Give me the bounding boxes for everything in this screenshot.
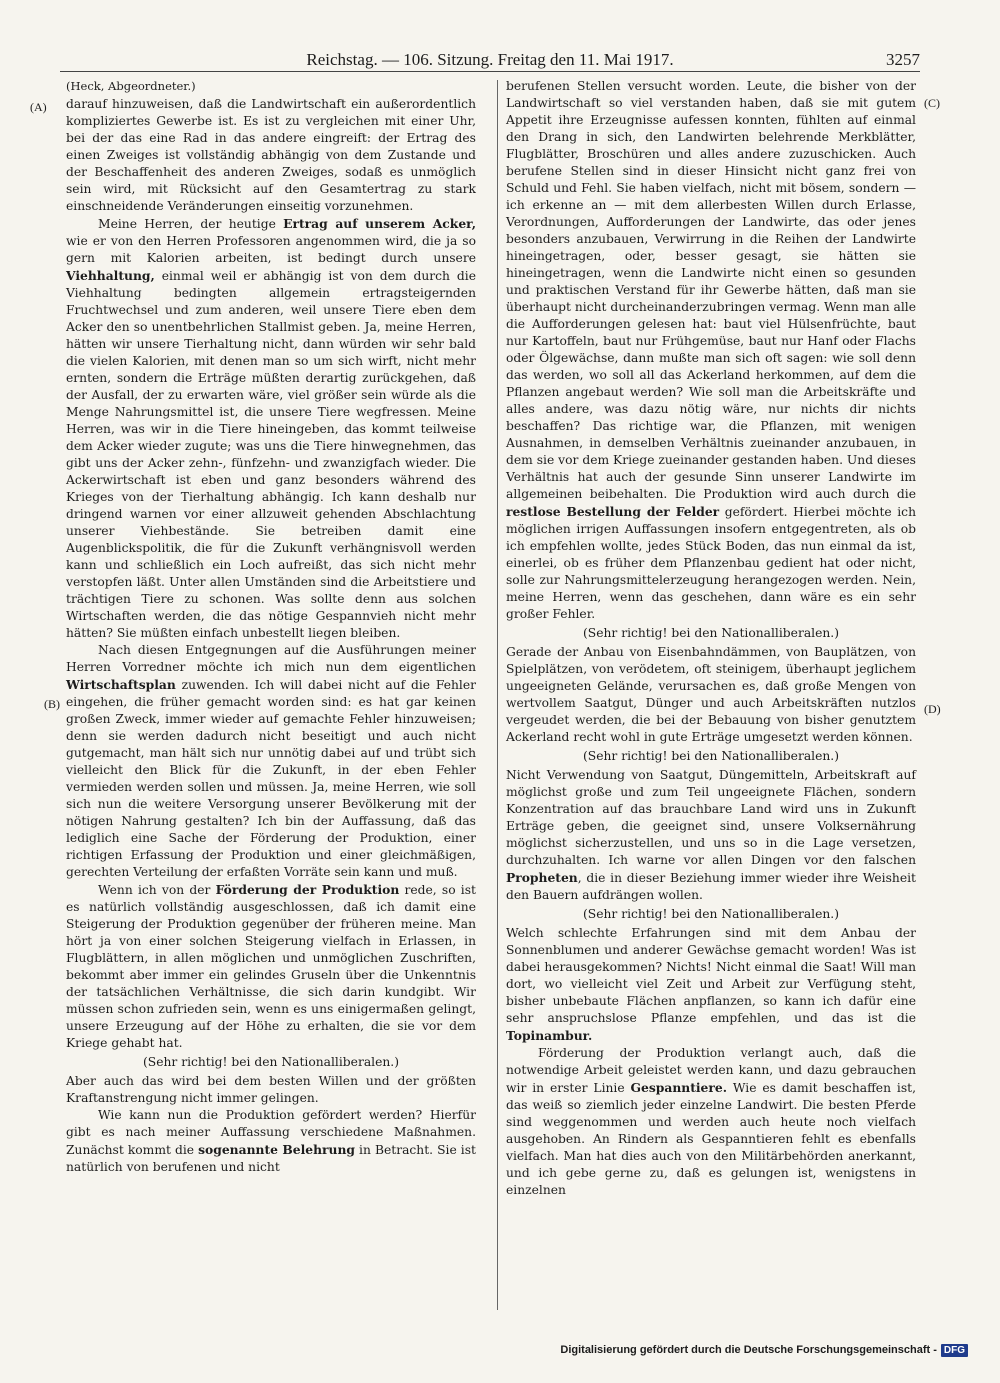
interjection: (Sehr richtig! bei den Nationalliberalen.) bbox=[582, 626, 839, 640]
text-span: zuwenden. Ich will dabei nicht auf die Fehler eingehen, die früher gemacht worden sind: es hat gar keinen großen Zweck, immer wieder auf gemachte Fehler hinzuweisen; denn sie werden dadurch nicht beseitigt und auch nicht gutgemacht, man hält sich nur unnötig dabei auf und trübt sich vielleicht den Blick für die Zukunft, in der eben Fehler vermieden werden sollen und müssen. Ja, meine Herren, wie soll sich nun die weitere Versorgung unserer Bevölkerung mit der nötigen Nahrung gestalten? Ich bin der Auffassung, daß das lediglich eine Sache der Förderung der Produktion, einer richtigen Erfassung der Produktion und einer gleichmäßigen, gerechten Verteilung der erfaßten Vorräte sein kann und muß. bbox=[66, 678, 476, 879]
paragraph: darauf hinzuweisen, daß die Landwirtschaft ein außerordentlich kompliziertes Gewerbe ist. Es ist zu vergleichen mit einer Uhr, bei der das eine Rad in das andere eingreift: der Ertrag des einen Zweiges ist vollständig abhängig von dem Zustande und der Beschaffenheit des anderen Zweiges, sodaß es unmöglich sein wird, mit Rücksicht auf den Gesamtertrag zu stark einschneidende Veränderungen einseitig vorzunehmen. bbox=[66, 97, 476, 213]
page-number: 3257 bbox=[886, 50, 920, 69]
text-span: Förderung der Produktion verlangt auch, daß die notwendige Arbeit geleistet werden kann, und dazu gebrauchen wir in erster Linie bbox=[506, 1046, 916, 1095]
text-span: Meine Herren, der heutige bbox=[98, 217, 284, 231]
header-rule bbox=[60, 71, 920, 72]
paragraph bbox=[506, 925, 916, 1045]
paragraph: Gerade der Anbau von Eisenbahndämmen, von Bauplätzen, von Spielplätzen, von verödetem, oft steinigem, überhaupt jeglichem ungeeigneten Gelände, verursachen es, daß große Mengen von wertvollem Saatgut, Dünger und auch Arbeitskräften nutzlos vergeudet werden, die bei der Bebauung von bisher genutztem Ackerland recht wohl in gute Erträge umgesetzt werden können. bbox=[506, 645, 916, 744]
bold-term: restlose Bestellung der Felder bbox=[506, 504, 720, 519]
text-span: wie er von den Herren Professoren angenommen wird, die ja so gern mit Kalorien arbeiten, ist bedingt durch unsere bbox=[66, 234, 476, 265]
margin-mark-d: (D) bbox=[924, 702, 941, 716]
text-span: in Betracht. Sie ist natürlich von berufenen und nicht bbox=[66, 1143, 476, 1174]
bold-term: Gespanntiere. bbox=[630, 1080, 727, 1095]
paragraph bbox=[66, 1107, 476, 1176]
text-span: berufenen Stellen versucht worden. Leute, die bisher von der Landwirtschaft so viel verstanden haben, daß sie mit gutem Appetit ihre Erzeugnisse aufessen konnten, fühlten auf einmal den Drang in sich, den Landwirten belehrende Merkblätter, Flugblätter, Broschüren und alles andere zuzuschicken. Auch berufene Stellen sind in dieser Hinsicht nicht ganz frei von Schuld und Fehl. Sie haben vielfach, nicht mit bösem, sondern — ich erkenne an — mit dem allerbesten Willen durch Erlasse, Verordnungen, Aufforderungen der Landwirte, das oder jenes besonders anzubauen, Verwirrung in die Reihen der Landwirte hineingetragen, oder, besser gesagt, sie hätten sie hineingetragen, wenn die Landwirte nicht einen so gesunden und praktischen Verstand für ihr Gewerbe hätten, daß man sie überhaupt nicht durcheinanderzubringen vermag. Wenn man alle die Aufforderungen gelesen hat: baut viel Hülsenfrüchte, baut nur Kartoffeln, baut nur Frühgemüse, baut nur Hanf oder Flachs oder Ölgewächse, dann mußte man sich oft sagen: wie soll denn das werden, wo soll all das Ackerland herkommen, auf dem die Pflanzen angebaut werden? Wie soll man die Arbeitskräfte und alles andere, was dazu nötig wäre, nur nichts dir nichts beschaffen? Das richtige war, die Pflanzen, mit wenigen Ausnahmen, in demselben Verhältnis zueinander anzubauen, in dem sie vor dem Kriege zueinander gestanden haben. Und dieses Verhältnis hat auch der gesunde Sinn unserer Landwirte im allgemeinen beibehalten. Die Produktion wird auch durch die bbox=[506, 79, 916, 501]
speaker-label: (Heck, Abgeordneter.) bbox=[66, 79, 196, 93]
text-span: , die in dieser Beziehung immer wieder ihre Weisheit den Bauern aufdrängen wollen. bbox=[506, 871, 916, 902]
text-span: Wie kann nun die Produktion gefördert werden? Hierfür gibt es nach meiner Auffassung verschiedene Maßnahmen. Zunächst kommt die bbox=[66, 1108, 476, 1157]
dfg-logo: DFG bbox=[941, 1344, 968, 1357]
paragraph bbox=[506, 1045, 916, 1199]
text-span: gefördert. Hierbei möchte ich möglichen irrigen Auffassungen insofern entgegentreten, als ob ich empfehlen wollte, jedes Stück Boden, das nun einmal da ist, einerlei, ob es früher dem Pflanzenbau gedient hat oder nicht, solle zur Nahrungsmittelerzeugung herangezogen werden. Nein, meine Herren, wenn das geschehen, dann wäre es ein sehr großer Fehler. bbox=[506, 505, 916, 621]
paragraph bbox=[506, 767, 916, 904]
text-span: einmal weil er abhängig ist von dem durch die Viehhaltung bedingten allgemein ertragsteigernden Fruchtwechsel und zum anderen, weil unsere Tiere eben dem Acker den so unentbehrlichen Stallmist geben. Ja, meine Herren, hätten wir unsere Tierhaltung nicht, dann würden wir sehr bald die vielen Kalorien, mit denen man so um sich wirft, nicht mehr ernten, sondern die Erträge müßten derartig zurückgehen, daß der Ausfall, der zu erwarten wäre, viel größer sein würde als die Menge Nahrungsmittel ist, die unsere Tiere wegfressen. Meine Herren, was wir in die Tiere hineingeben, das kommt teilweise dem Acker wieder zugute; was uns die Tiere hinwegnehmen, das gibt uns der Acker zehn-, fünfzehn- und zwanzigfach wieder. Die Ackerwirtschaft ist eben und ganz besonders während des Krieges von der Tierhaltung abhängig. Ich kann deshalb nur dringend warnen vor einer allzuweit gehenden Abschlachtung unserer Viehbestände. Sie betreiben damit eine Augenblickspolitik, die für die Zukunft verhängnisvoll werden kann und schließlich ein Loch aufreißt, das sich nicht mehr verstopfen läßt. Unter allen Umständen sind die Arbeitstiere und trächtigen Tiere zu schonen. Was sollte denn aus solchen Wirtschaften werden, die das nötige Gespannvieh nicht mehr hätten? Sie müßten einfach unbestellt liegen bleiben. bbox=[66, 269, 476, 640]
credit-text: Digitalisierung gefördert durch die Deutsche Forschungsgemeinschaft - bbox=[560, 1344, 937, 1356]
margin-mark-a: (A) bbox=[30, 100, 47, 114]
bold-term: Wirtschaftsplan bbox=[66, 677, 176, 692]
text-span: Wie es damit beschaffen ist, das weiß so ziemlich jeder einzelne Landwirt. Die besten Pferde sind weggenommen und werden auch heute noch vielfach ausgehoben. An Rindern als Gespanntieren fehlt es ebenfalls vielfach. Man hat dies auch von den Militärbehörden anerkannt, und ich gebe gerne zu, daß es gelungen ist, wenigstens in einzelnen bbox=[506, 1081, 916, 1197]
interjection: (Sehr richtig! bei den Nationalliberalen.) bbox=[582, 907, 839, 921]
bold-term: sogenannte Belehrung bbox=[198, 1142, 355, 1157]
digitization-credit bbox=[560, 1341, 968, 1359]
interjection: (Sehr richtig! bei den Nationalliberalen.) bbox=[582, 749, 839, 763]
bold-term: Propheten bbox=[506, 870, 578, 885]
text-span: Nach diesen Entgegnungen auf die Ausführungen meiner Herren Vorredner möchte ich mich nun dem eigentlichen bbox=[66, 643, 476, 674]
text-span: Nicht Verwendung von Saatgut, Düngemitteln, Arbeitskraft auf möglichst große und zum Teil ungeeignete Flächen, sondern Konzentration auf das brauchbare Land wird uns in Zukunft Erträge geben, die geeignet sind, unsere Volksernährung möglichst sicherzustellen, und uns so in die Lage versetzen, durchzuhalten. Ich warne vor allen Dingen vor den falschen bbox=[506, 768, 916, 867]
bold-term: Topinambur. bbox=[506, 1028, 593, 1043]
interjection: (Sehr richtig! bei den Nationalliberalen.) bbox=[142, 1055, 399, 1069]
paragraph bbox=[66, 881, 476, 1052]
left-column bbox=[66, 78, 476, 1176]
text-span: Wenn ich von der bbox=[98, 883, 216, 897]
bold-term: Förderung der Produktion bbox=[215, 882, 400, 897]
column-divider bbox=[497, 80, 498, 1310]
paragraph bbox=[506, 78, 916, 623]
margin-mark-b: (B) bbox=[44, 697, 60, 711]
text-span: Welch schlechte Erfahrungen sind mit dem Anbau der Sonnenblumen und anderer Gewächse gemacht worden! Was ist dabei herausgekommen? Nichts! Nicht einmal die Saat! Will man dort, wo vielleicht viel Zeit und Arbeit zur Verfügung steht, bisher unbebaute Flächen anpflanzen, so kann ich dafür eine sehr anspruchslose Pflanze empfehlen, und das ist die bbox=[506, 926, 916, 1025]
paragraph bbox=[66, 642, 476, 881]
text-span: rede, so ist es natürlich vollständig ausgeschlossen, daß ich damit eine Steigerung der Produktion gegenüber der früheren meine. Man hört ja von einer solchen Steigerung vielfach in Erlassen, in Flugblättern, in allen möglichen und unmöglichen Zuschriften, bekommt aber immer ein gelindes Gruseln über die Unkenntnis der tatsächlichen Verhältnisse, die sich darin kundgibt. Wir müssen schon zufrieden sein, wenn es uns einigermaßen gelingt, unsere Erzeugung auf der Höhe zu erhalten, die sie vor dem Kriege gehabt hat. bbox=[66, 883, 476, 1050]
right-column bbox=[506, 78, 916, 1199]
paragraph bbox=[66, 215, 476, 642]
bold-term: Ertrag auf unserem Acker, bbox=[283, 216, 477, 231]
header-title: Reichstag. — 106. Sitzung. Freitag den 11. Mai 1917. bbox=[306, 50, 674, 69]
bold-term: Viehhaltung, bbox=[66, 268, 155, 283]
margin-mark-c: (C) bbox=[924, 96, 940, 110]
paragraph: Aber auch das wird bei dem besten Willen und der größten Kraftanstrengung nicht immer gelingen. bbox=[66, 1074, 476, 1105]
